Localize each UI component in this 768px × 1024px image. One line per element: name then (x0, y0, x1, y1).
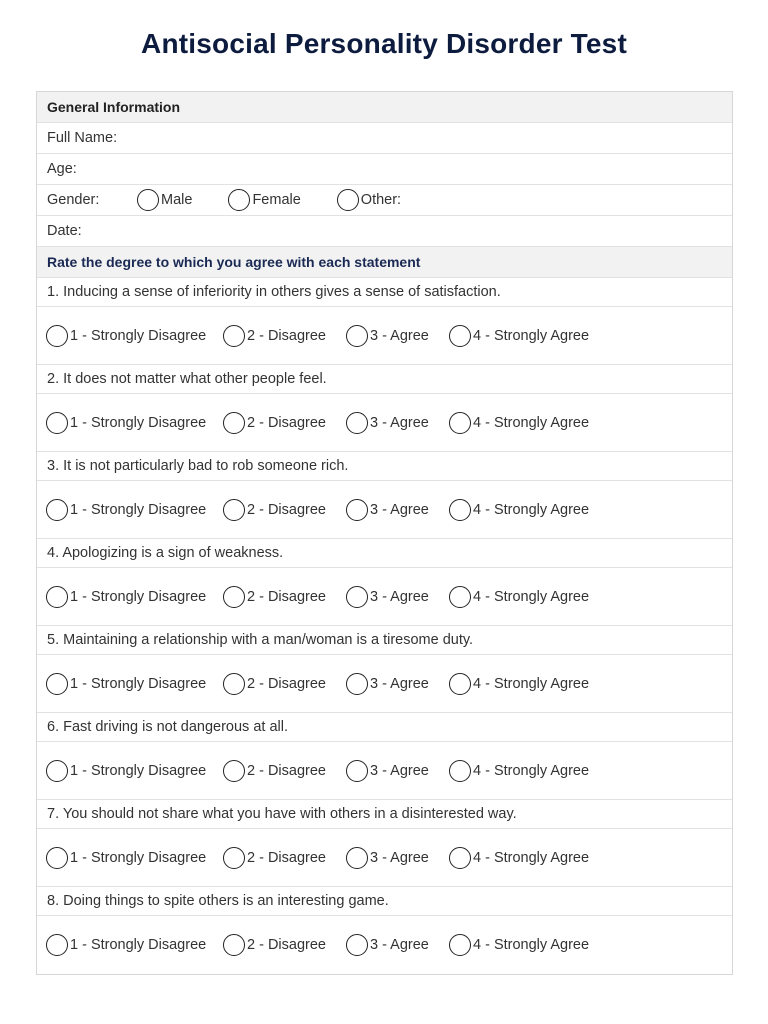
answer-option-3[interactable] (346, 325, 449, 347)
radio-button[interactable] (223, 760, 245, 782)
test-form (36, 91, 733, 975)
answer-option-label: 2 - Disagree (247, 588, 326, 605)
answer-option-2[interactable] (223, 412, 346, 434)
answer-row-1 (37, 307, 732, 365)
answer-option-3[interactable] (346, 760, 449, 782)
answer-option-label: 2 - Disagree (247, 937, 326, 953)
answer-option-1[interactable] (46, 673, 223, 695)
answer-option-label: 4 - Strongly Agree (473, 849, 590, 866)
answer-option-2[interactable] (223, 760, 346, 782)
answer-row-4 (37, 568, 732, 626)
answer-option-label: 3 - Agree (370, 937, 429, 953)
full-name-field[interactable]: Full Name: (37, 123, 732, 154)
gender-option-label: Other: (360, 192, 402, 208)
radio-button[interactable] (346, 673, 368, 695)
age-field[interactable]: Age: (37, 154, 732, 185)
gender-row (37, 185, 732, 216)
radio-button[interactable] (449, 934, 471, 956)
radio-button[interactable] (46, 934, 68, 956)
answer-option-label: 3 - Agree (370, 849, 429, 866)
radio-button[interactable] (223, 499, 245, 521)
radio-button[interactable] (449, 586, 471, 608)
answer-option-4[interactable] (449, 760, 589, 782)
answer-option-label: 3 - Agree (370, 588, 429, 605)
answer-option-label: 4 - Strongly Agree (473, 501, 590, 518)
radio-button[interactable] (346, 325, 368, 347)
rating-header: Rate the degree to which you agree with each statement (37, 247, 732, 278)
answer-option-label: 1 - Strongly Disagree (70, 937, 207, 953)
answer-option-1[interactable] (46, 847, 223, 869)
answer-row-8 (37, 916, 732, 974)
general-info-header: General Information (37, 92, 732, 123)
question-2: 2. It does not matter what other people feel. (37, 365, 732, 394)
answer-option-3[interactable] (346, 586, 449, 608)
gender-option-female[interactable] (228, 185, 300, 215)
question-8: 8. Doing things to spite others is an interesting game. (37, 887, 732, 916)
radio-button[interactable] (449, 499, 471, 521)
answer-option-label: 3 - Agree (370, 762, 429, 779)
radio-button[interactable] (449, 325, 471, 347)
date-field[interactable]: Date: (37, 216, 732, 247)
question-3: 3. It is not particularly bad to rob someone rich. (37, 452, 732, 481)
answer-option-4[interactable] (449, 325, 589, 347)
answer-option-label: 3 - Agree (370, 675, 429, 692)
answer-option-1[interactable] (46, 412, 223, 434)
question-7: 7. You should not share what you have with others in a disinterested way. (37, 800, 732, 829)
answer-row-3 (37, 481, 732, 539)
answer-option-label: 4 - Strongly Agree (473, 414, 590, 431)
answer-option-2[interactable] (223, 499, 346, 521)
answer-option-label: 2 - Disagree (247, 849, 326, 866)
answer-option-label: 2 - Disagree (247, 501, 326, 518)
gender-option-other[interactable] (337, 185, 401, 215)
radio-button[interactable] (346, 586, 368, 608)
gender-label: Gender: (47, 192, 100, 208)
answer-option-label: 1 - Strongly Disagree (70, 501, 207, 518)
gender-option-label: Female (252, 192, 301, 208)
answer-option-2[interactable] (223, 325, 346, 347)
answer-option-label: 2 - Disagree (247, 675, 326, 692)
answer-option-2[interactable] (223, 586, 346, 608)
answer-option-2[interactable] (223, 673, 346, 695)
answer-option-label: 1 - Strongly Disagree (70, 849, 207, 866)
answer-option-2[interactable] (223, 847, 346, 869)
answer-option-label: 4 - Strongly Agree (473, 675, 590, 692)
answer-option-3[interactable] (346, 934, 449, 956)
answer-row-2 (37, 394, 732, 452)
radio-button[interactable] (346, 412, 368, 434)
radio-button[interactable] (46, 412, 68, 434)
radio-button[interactable] (223, 325, 245, 347)
answer-option-label: 4 - Strongly Agree (473, 588, 590, 605)
gender-option-male[interactable] (137, 185, 192, 215)
question-1: 1. Inducing a sense of inferiority in others gives a sense of satisfaction. (37, 278, 732, 307)
answer-option-label: 4 - Strongly Agree (473, 937, 590, 953)
answer-option-label: 2 - Disagree (247, 327, 326, 344)
answer-option-3[interactable] (346, 499, 449, 521)
radio-button[interactable] (449, 760, 471, 782)
answer-option-label: 1 - Strongly Disagree (70, 675, 207, 692)
radio-button[interactable] (46, 847, 68, 869)
question-4: 4. Apologizing is a sign of weakness. (37, 539, 732, 568)
answer-option-3[interactable] (346, 847, 449, 869)
answer-option-1[interactable] (46, 325, 223, 347)
question-5: 5. Maintaining a relationship with a man/woman is a tiresome duty. (37, 626, 732, 655)
answer-option-label: 1 - Strongly Disagree (70, 327, 207, 344)
radio-button[interactable] (449, 847, 471, 869)
radio-male[interactable] (137, 189, 159, 211)
radio-button[interactable] (46, 499, 68, 521)
answer-option-4[interactable] (449, 586, 589, 608)
answer-option-1[interactable] (46, 934, 223, 956)
answer-option-1[interactable] (46, 586, 223, 608)
radio-button[interactable] (346, 934, 368, 956)
answer-option-label: 1 - Strongly Disagree (70, 588, 207, 605)
question-list (37, 278, 732, 974)
radio-button[interactable] (46, 325, 68, 347)
radio-button[interactable] (346, 499, 368, 521)
answer-option-label: 3 - Agree (370, 327, 429, 344)
radio-button[interactable] (46, 586, 68, 608)
answer-option-4[interactable] (449, 412, 589, 434)
answer-option-label: 4 - Strongly Agree (473, 327, 590, 344)
radio-button[interactable] (346, 847, 368, 869)
answer-option-4[interactable] (449, 673, 589, 695)
answer-option-2[interactable] (223, 934, 346, 956)
answer-row-5 (37, 655, 732, 713)
answer-option-label: 2 - Disagree (247, 414, 326, 431)
answer-option-4[interactable] (449, 847, 589, 869)
radio-button[interactable] (46, 760, 68, 782)
answer-option-3[interactable] (346, 412, 449, 434)
answer-option-4[interactable] (449, 934, 589, 956)
answer-option-label: 1 - Strongly Disagree (70, 414, 207, 431)
radio-button[interactable] (449, 673, 471, 695)
answer-option-3[interactable] (346, 673, 449, 695)
answer-option-label: 3 - Agree (370, 414, 429, 431)
answer-option-1[interactable] (46, 760, 223, 782)
radio-other[interactable] (337, 189, 359, 211)
page-title: Antisocial Personality Disorder Test (141, 28, 627, 59)
radio-button[interactable] (346, 760, 368, 782)
radio-button[interactable] (223, 412, 245, 434)
radio-button[interactable] (223, 673, 245, 695)
radio-button[interactable] (223, 847, 245, 869)
radio-button[interactable] (46, 673, 68, 695)
answer-option-label: 1 - Strongly Disagree (70, 762, 207, 779)
question-6: 6. Fast driving is not dangerous at all. (37, 713, 732, 742)
gender-option-label: Male (161, 192, 193, 208)
answer-option-4[interactable] (449, 499, 589, 521)
answer-option-label: 2 - Disagree (247, 762, 326, 779)
answer-option-1[interactable] (46, 499, 223, 521)
radio-button[interactable] (449, 412, 471, 434)
answer-option-label: 4 - Strongly Agree (473, 762, 590, 779)
answer-row-6 (37, 742, 732, 800)
radio-female[interactable] (228, 189, 250, 211)
answer-option-label: 3 - Agree (370, 501, 429, 518)
answer-row-7 (37, 829, 732, 887)
radio-button[interactable] (223, 934, 245, 956)
radio-button[interactable] (223, 586, 245, 608)
